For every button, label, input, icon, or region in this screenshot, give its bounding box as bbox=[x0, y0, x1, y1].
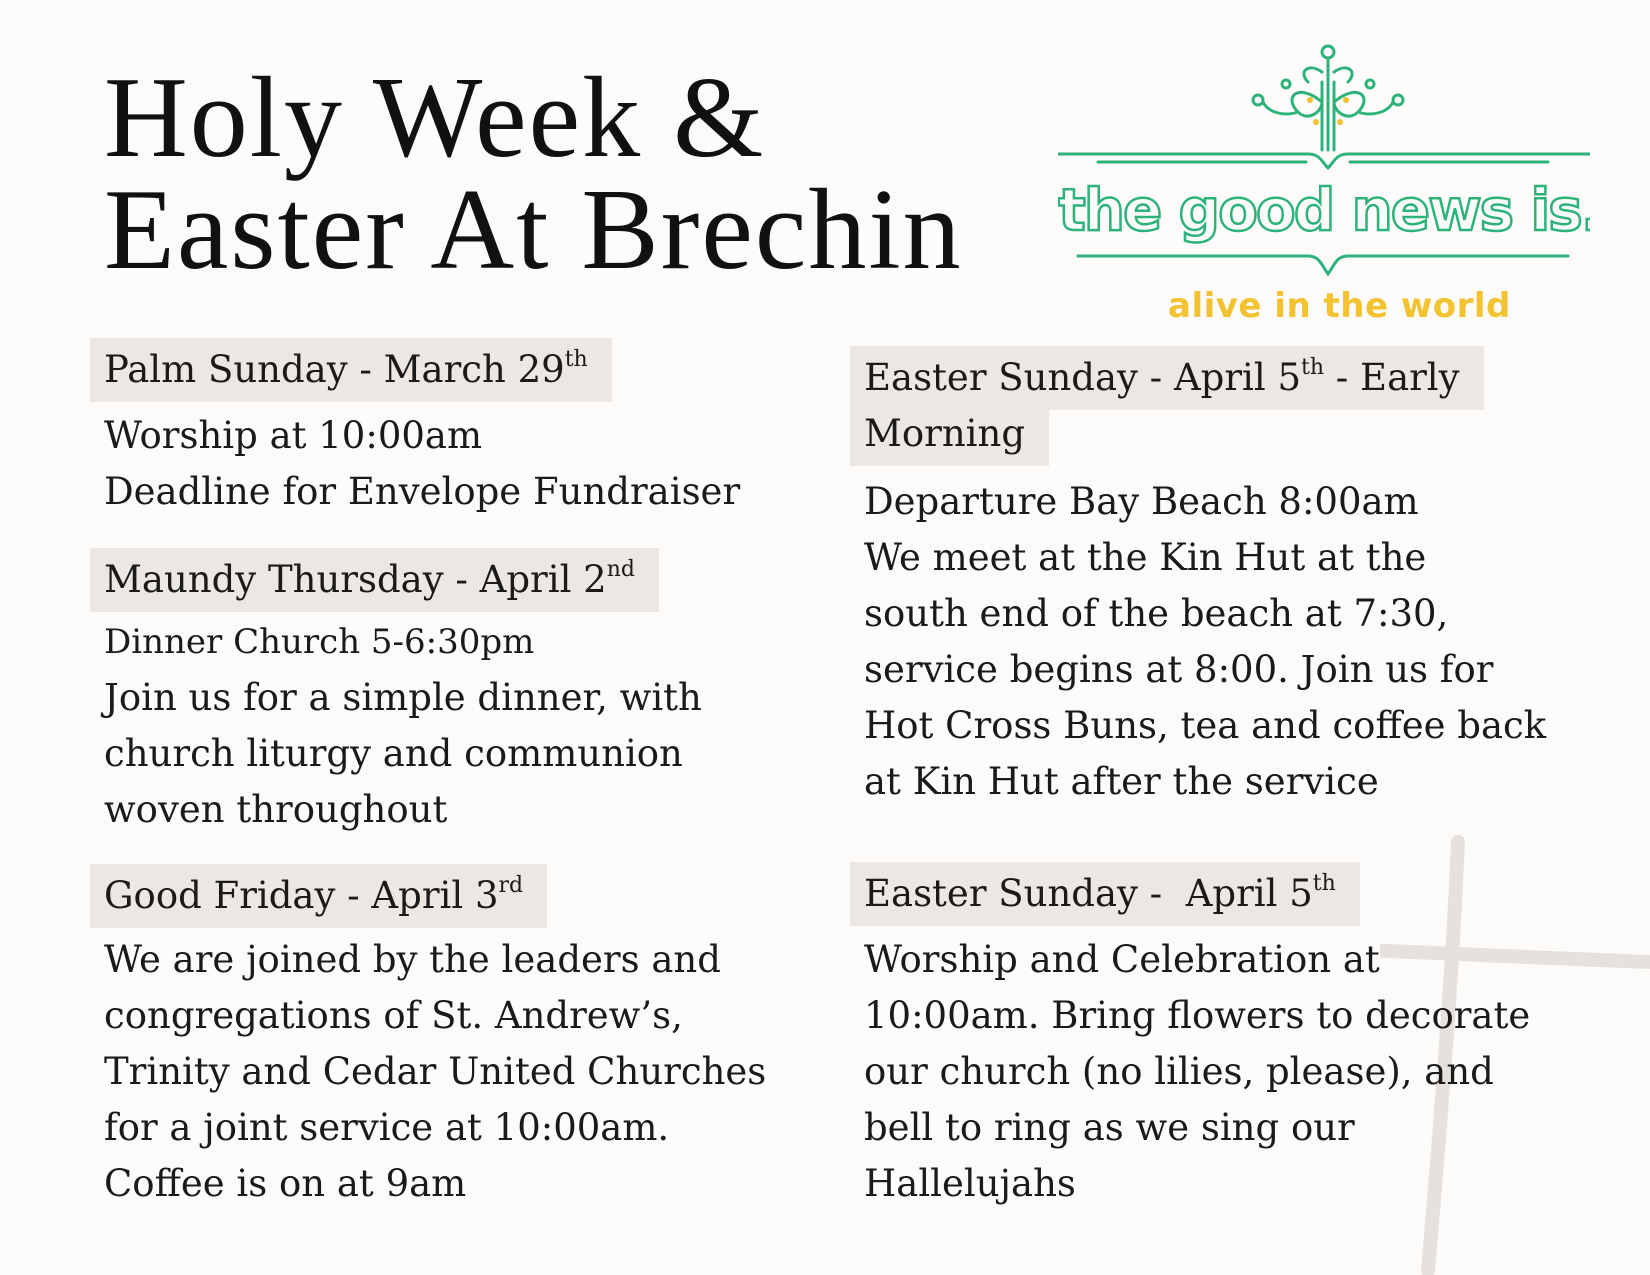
body-line: south end of the beach at 7:30, bbox=[864, 592, 1449, 635]
body-line: Worship at 10:00am bbox=[104, 414, 483, 457]
section-heading bbox=[90, 864, 547, 928]
section-heading-line-2: Morning bbox=[850, 410, 1049, 466]
page-title bbox=[104, 54, 963, 294]
body-line: We meet at the Kin Hut at the bbox=[864, 536, 1427, 579]
tree-of-life-icon bbox=[1058, 42, 1590, 292]
body-line: bell to ring as we sing our bbox=[864, 1106, 1355, 1149]
section-heading bbox=[850, 862, 1360, 926]
section-body bbox=[90, 408, 740, 520]
heading-ordinal: nd bbox=[606, 557, 635, 582]
heading-text: Maundy Thursday - April 2 bbox=[104, 558, 607, 601]
body-line: Join us for a simple dinner, with bbox=[104, 676, 702, 719]
heading-text: Palm Sunday - March 29 bbox=[104, 348, 565, 391]
logo-wordmark: the good news is... bbox=[1058, 176, 1590, 244]
heading-text: Easter Sunday - April 5 bbox=[864, 872, 1313, 915]
heading-text-suffix: - Early bbox=[1324, 356, 1460, 399]
body-line: Trinity and Cedar United Churches bbox=[104, 1050, 767, 1093]
section-body bbox=[90, 932, 766, 1212]
section-heading bbox=[850, 346, 1484, 410]
body-line: We are joined by the leaders and bbox=[104, 938, 721, 981]
body-line: Hallelujahs bbox=[864, 1162, 1076, 1205]
heading-ordinal: th bbox=[564, 347, 588, 372]
good-news-logo bbox=[1058, 42, 1590, 342]
body-line: Coffee is on at 9am bbox=[104, 1162, 467, 1205]
heading-ordinal: th bbox=[1312, 871, 1336, 896]
body-line: 10:00am. Bring flowers to decorate bbox=[864, 994, 1531, 1037]
section-good-friday bbox=[90, 864, 766, 1212]
body-line: Dinner Church 5-6:30pm bbox=[104, 622, 535, 662]
body-line: Worship and Celebration at bbox=[864, 938, 1380, 981]
title-line-2: Easter At Brechin bbox=[104, 166, 963, 294]
section-body bbox=[90, 614, 702, 838]
body-line: service begins at 8:00. Join us for bbox=[864, 648, 1494, 691]
body-line: Hot Cross Buns, tea and coffee back bbox=[864, 704, 1547, 747]
heading-ordinal: th bbox=[1301, 355, 1325, 380]
body-line: church liturgy and communion bbox=[104, 732, 683, 775]
section-body bbox=[850, 932, 1530, 1212]
heading-text: Easter Sunday - April 5 bbox=[864, 356, 1302, 399]
section-maundy-thursday bbox=[90, 548, 702, 838]
body-line: woven throughout bbox=[104, 788, 448, 831]
logo-tagline: alive in the world bbox=[1168, 286, 1511, 326]
section-palm-sunday bbox=[90, 338, 740, 520]
heading-ordinal: rd bbox=[498, 873, 524, 898]
section-easter-early bbox=[850, 346, 1546, 810]
section-easter-sunday bbox=[850, 862, 1530, 1212]
section-heading bbox=[90, 338, 612, 402]
body-line: our church (no lilies, please), and bbox=[864, 1050, 1494, 1093]
heading-text: Good Friday - April 3 bbox=[104, 874, 499, 917]
section-heading bbox=[90, 548, 659, 612]
body-line: Deadline for Envelope Fundraiser bbox=[104, 470, 741, 513]
section-body bbox=[850, 474, 1546, 810]
title-line-1: Holy Week & bbox=[104, 54, 766, 182]
body-line: Departure Bay Beach 8:00am bbox=[864, 480, 1419, 523]
body-line: congregations of St. Andrew’s, bbox=[104, 994, 683, 1037]
body-line: at Kin Hut after the service bbox=[864, 760, 1379, 803]
body-line: for a joint service at 10:00am. bbox=[104, 1106, 670, 1149]
